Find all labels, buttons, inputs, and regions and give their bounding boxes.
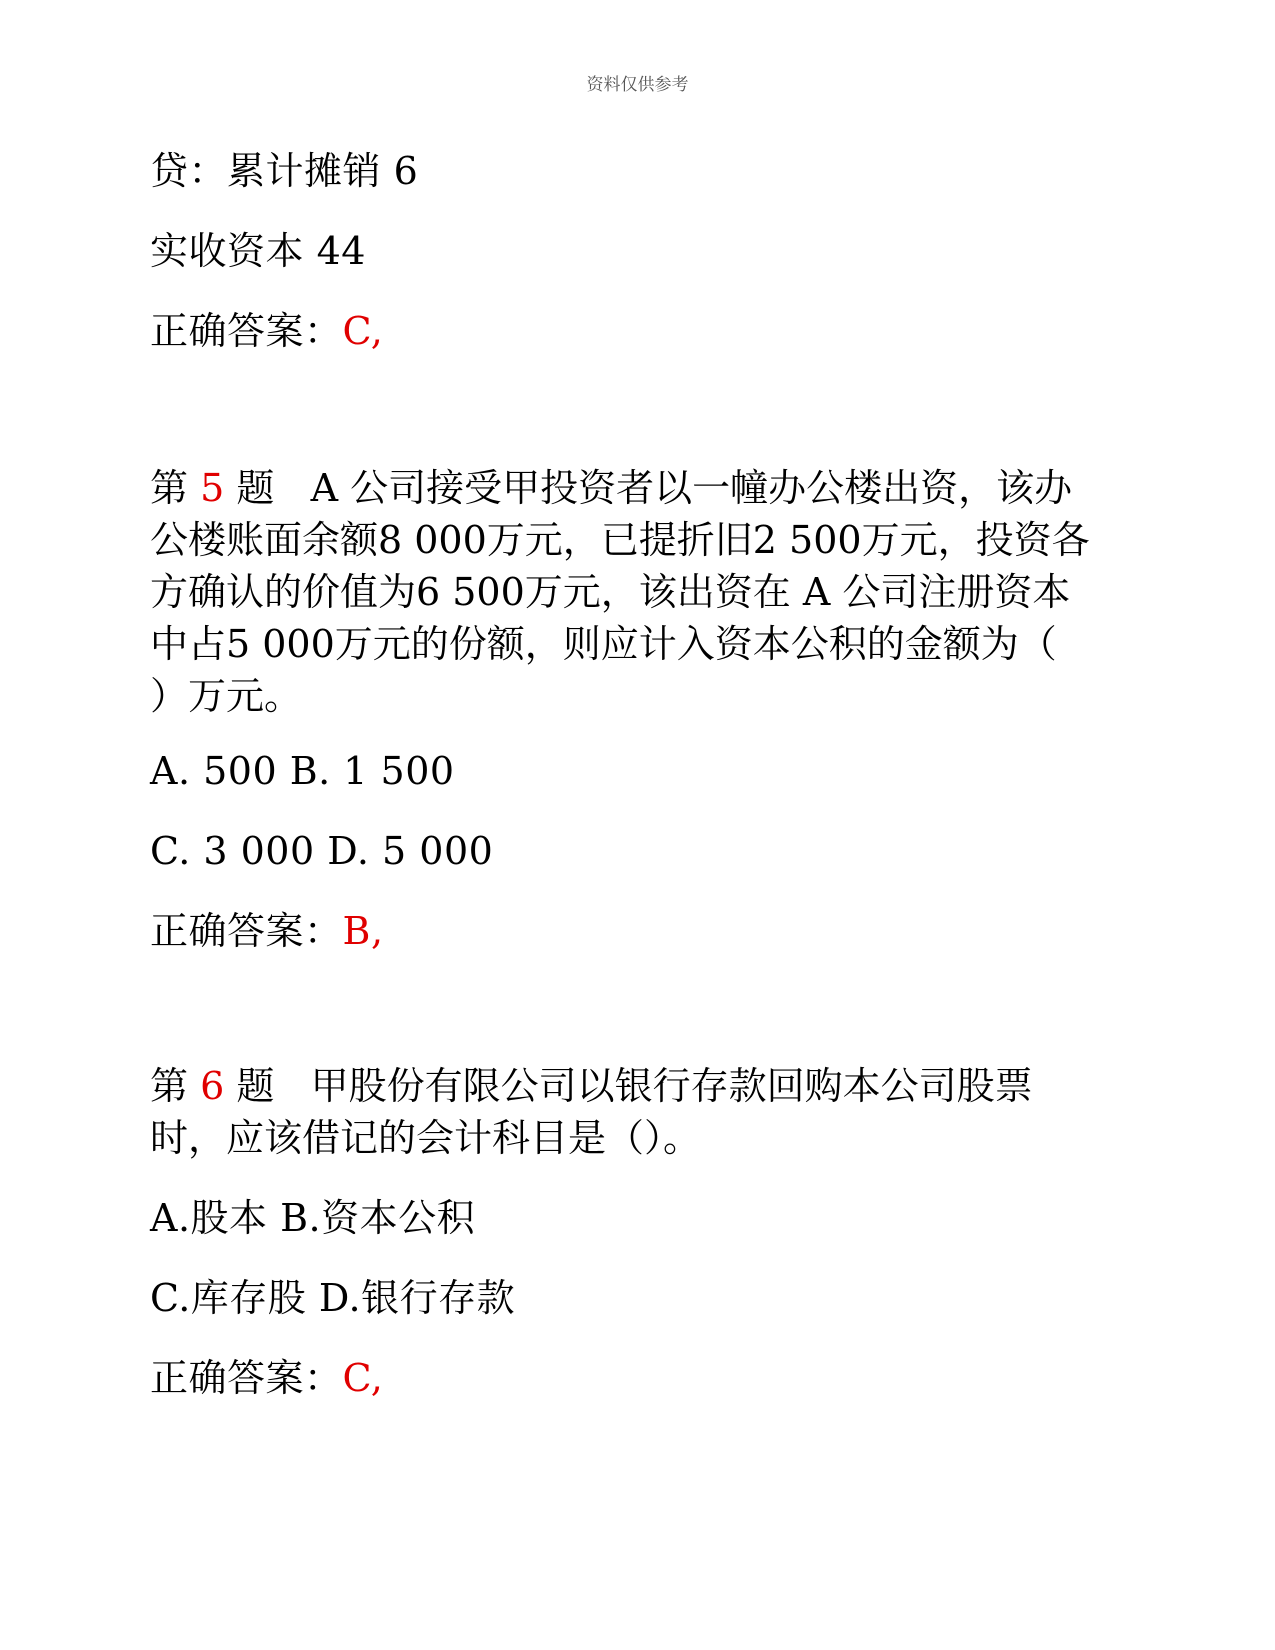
capital-entry-line: 实收资本 44 bbox=[150, 229, 366, 273]
question-prefix: 第 bbox=[150, 466, 201, 510]
question-6-options-cd: C.库存股 D.银行存款 bbox=[150, 1276, 516, 1320]
question-5 bbox=[150, 462, 1130, 722]
question-5-options-cd: C. 3 000 D. 5 000 bbox=[150, 829, 494, 873]
question-suffix: 题 bbox=[224, 466, 275, 510]
answer-value: B, bbox=[342, 909, 384, 953]
answer-prev bbox=[150, 305, 1150, 357]
question-5-line-5: ）万元。 bbox=[150, 674, 303, 718]
question-text: A 公司接受甲投资者以一幢办公楼出资，该办 bbox=[310, 466, 1073, 510]
question-number: 5 bbox=[200, 466, 225, 510]
question-6-options-ab: A.股本 B.资本公积 bbox=[150, 1196, 476, 1240]
answer-label: 正确答案： bbox=[150, 909, 343, 953]
question-6-line-1 bbox=[150, 1060, 1130, 1112]
question-5-line-4: 中占5 000万元的份额，则应计入资本公积的金额为（ bbox=[150, 622, 1057, 666]
question-suffix: 题 bbox=[224, 1064, 275, 1108]
question-number: 6 bbox=[200, 1064, 225, 1108]
answer-value: C, bbox=[342, 1356, 384, 1400]
answer-value: C, bbox=[342, 309, 384, 353]
question-5-line-2: 公楼账面余额8 000万元，已提折旧2 500万元，投资各 bbox=[150, 518, 1090, 562]
question-6 bbox=[150, 1060, 1130, 1164]
answer-label: 正确答案： bbox=[150, 309, 343, 353]
question-5-answer bbox=[150, 905, 1150, 957]
question-6-answer bbox=[150, 1352, 1150, 1404]
question-5-line-3: 方确认的价值为6 500万元，该出资在 A 公司注册资本 bbox=[150, 570, 1071, 614]
question-5-line-1 bbox=[150, 462, 1130, 514]
credit-entry-line: 贷：累计摊销 6 bbox=[150, 149, 419, 193]
answer-label: 正确答案： bbox=[150, 1356, 343, 1400]
question-5-options-ab: A. 500 B. 1 500 bbox=[150, 749, 455, 793]
question-6-line-2: 时，应该借记的会计科目是（）。 bbox=[150, 1116, 702, 1160]
question-prefix: 第 bbox=[150, 1064, 201, 1108]
question-text: 甲股份有限公司以银行存款回购本公司股票 bbox=[310, 1064, 1033, 1108]
page-header: 资料仅供参考 bbox=[586, 75, 689, 95]
